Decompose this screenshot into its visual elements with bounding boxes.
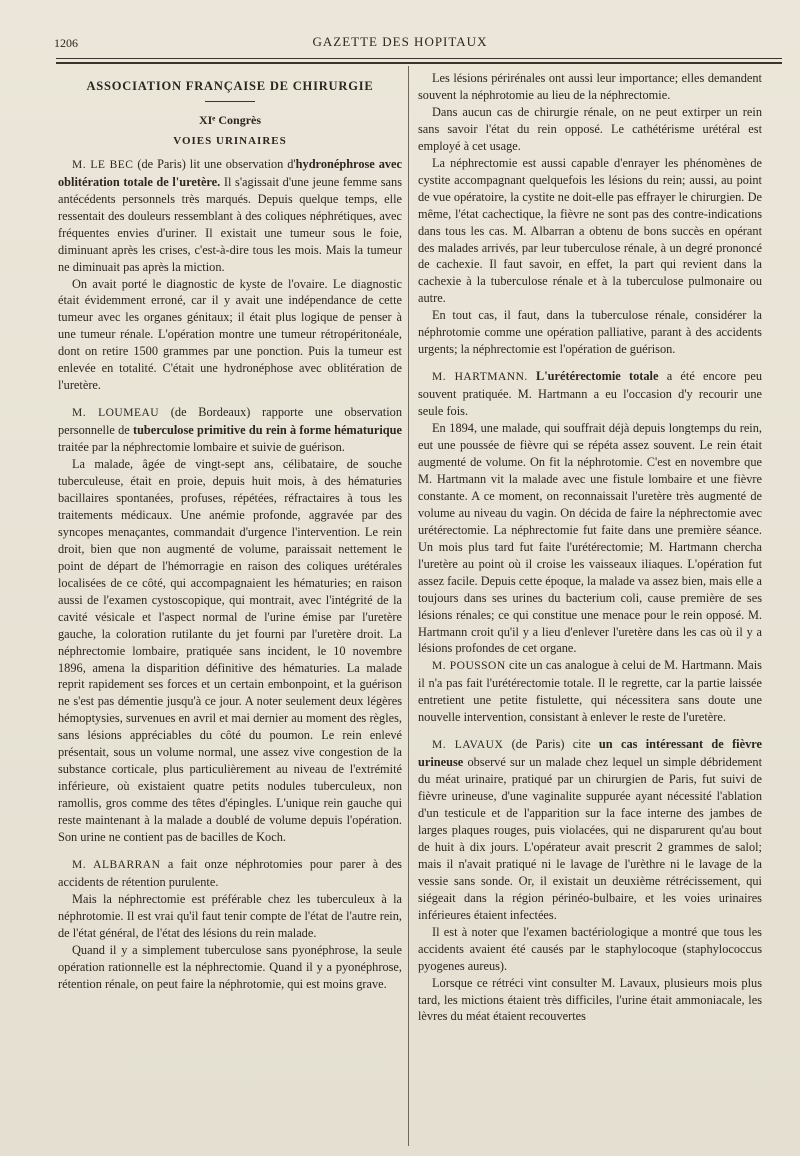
paragraph — [418, 368, 762, 420]
paragraph — [418, 736, 762, 923]
right-column — [418, 70, 762, 1025]
text-run: (de Paris) lit une observation d' — [133, 156, 296, 171]
spacer — [58, 846, 402, 856]
page-number: 1206 — [54, 36, 78, 50]
bold-heading: L'urétérectomie totale — [527, 369, 659, 384]
paragraph: Quand il y a simplement tuberculose sans pyonéphrose, la seule opération rationnelle est la néphrectomie. Quand il y a pyonéphrose, rétention rénale, on peut faire la néphrotomie, qui est moins grave. — [58, 942, 402, 991]
text-run: a fait onze néphrotomies pour parer à des accidents de rétention purulente. — [58, 856, 402, 889]
topic-title: VOIES URINAIRES — [173, 134, 287, 147]
paragraph — [418, 657, 762, 726]
text-run: traitée par la néphrectomie lombaire et suivie de guérison. — [58, 440, 345, 455]
paragraph: La malade, âgée de vingt-sept ans, célibataire, de souche tuberculeuse, était en proie, depuis huit mois, à des hématuries bacillaires spontanées, profuses, répétées, réfractaires à tous les traitements médicaux. Une anémie profonde, aggravée par des syncopes menaçantes, commandait d'urgence l'intervention. Le rein droit, bien que non augmenté de volume, paraissait nettement le point de départ de l'hémorragie en raison des coliques urétérales localisées de ce côté, qui accompagnaient les hématuries; en raison aussi de l'examen cystoscopique, qui montrait, avec l'intégrité de la cavité vésicale et l'aspect normal de l'urine émise par l'uretère gauche, la coloration rutilante du jet fourni par l'uretère droit. La néphrectomie lombaire, pratiquée sans incident, le 10 novembre 1896, amena la disparition définitive des hématuries. La malade reprit rapidement ses forces et un certain embonpoint, et la guérison ne s'est pas démentie jusqu'à ce jour. A noter seulement deux légères hémoptysies, survenues en avril et mai dernier au moment des règles, sans lésions appréciables du côté du poumon. Le rein enlevé présentait, sous un volume normal, une assez vive congestion de la substance corticale, plus particulièrement au niveau de l'extrémité inférieure, où existaient quatre petits nodules tuberculeux, non ramollis, gros comme des têtes d'épingles. L'unique rein gauche qui reste maintenant à la malade a doublé de volume depuis l'opération. Son urine ne contient pas de bacilles de Koch. — [58, 457, 402, 845]
paragraph: Lorsque ce rétréci vint consulter M. Lavaux, plusieurs mois plus tard, les mictions étaient très difficiles, l'urine était ammoniacale, les lèvres du méat étaient recouvertes — [418, 975, 762, 1024]
paragraph: La néphrectomie est aussi capable d'enrayer les phénomènes de cystite accompagnant quelquefois les lésions du rein; aussi, au point de vue opératoire, la cystite ne doit-elle pas effrayer le chirurgien. De même, l'état cachectique, la fièvre ne sont pas des contre-indications dans tous les cas. M. Albarran a obtenu de bons succès en opérant des malades arrivés, par leur tuberculose rénale, à un degré prononcé de cachexie. Il faut savoir, en effet, la part qui revient dans la cachexie à la tuberculose rénale et à la tuberculose pulmonaire ou autre. — [418, 155, 762, 306]
header-rule — [56, 58, 782, 59]
paragraph: Il est à noter que l'examen bactériologique a montré que tous les accidents avaient été causés par le staphylocoque (staphylococcus pyogenes aureus). — [418, 924, 762, 973]
bold-heading: un cas intéressant de fièvre urineuse — [418, 737, 762, 770]
spacer — [418, 726, 762, 736]
author-name: M. LAVAUX — [432, 739, 504, 752]
text-run: (de Paris) cite — [503, 737, 599, 752]
paragraph: En tout cas, il faut, dans la tuberculose rénale, considérer la néphrotomie comme une opération palliative, parant à des accidents urgents; la néphrectomie est l'opération de guérison. — [418, 308, 762, 357]
paragraph: Les lésions périrénales ont aussi leur importance; elles demandent souvent la néphrotomie au lieu de la néphrectomie. — [418, 71, 762, 102]
author-name: M. LE BEC — [72, 158, 134, 171]
text-run: (de Bordeaux) rapporte une observation personnelle de — [58, 405, 402, 438]
paragraph: Mais la néphrectomie est préférable chez les tuberculeux à la néphrotomie. Il est vrai qu'il faut tenir compte de l'état de l'autre rein, de l'état général, de l'état des lésions du rein malade. — [58, 891, 402, 940]
text-run: a été encore peu souvent pratiquée. M. Hartmann a eu l'occasion d'y recourir une seule fois. — [418, 369, 763, 419]
author-name: M. POUSSON — [432, 660, 506, 673]
paragraph: En 1894, une malade, qui souffrait déjà depuis longtemps du rein, eut une poussée de fièvre qui se répéta assez souvent. Le rein était augmenté de volume. On fit la néphrotomie. C'est en novembre que M. Hartmann vit la malade avec une fistule lombaire et une fièvre constante. A ce moment, on reconnaissait l'uretère très augmenté de volume au niveau du vagin. On décida de faire la néphrectomie avec urétérectomie. La néphrectomie fut faite dans une première séance. Un mois plus tard fut faite l'urétérectomie; M. Hartmann chercha l'uretère au point où il croise les vaisseaux iliaques. L'opération fut assez facile. Depuis cette époque, la malade va assez bien, mais elle a toujours dans ses urines du bacterium coli, cause première de ses lésions rénales; ce qui constitue une menace pour le rein opposé. M. Hartmann croit qu'il y a lieu d'enlever l'uretère dans les cas où il y a lésions profondes de cet organe. — [418, 421, 762, 656]
section-title: ASSOCIATION FRANÇAISE DE CHIRURGIE — [86, 79, 374, 93]
congress-title: XIᵉ Congrès — [198, 112, 262, 127]
paragraph — [58, 404, 402, 456]
bold-heading: hydronéphrose avec oblitération totale de l'uretère. — [58, 156, 402, 189]
running-title: GAZETTE DES HOPITAUX — [312, 34, 488, 49]
paragraph: Dans aucun cas de chirurgie rénale, on ne peut extirper un rein sans savoir l'état du rein opposé. Le cathétérisme urétéral est employé à cet usage. — [418, 104, 762, 153]
paragraph — [58, 856, 402, 891]
title-rule — [205, 101, 255, 102]
left-column — [58, 70, 402, 993]
bold-heading: tuberculose primitive du rein à forme hématurique — [132, 423, 402, 438]
header-double-rule — [56, 62, 782, 64]
author-name: M. ALBARRAN — [72, 858, 161, 871]
text-run: cite un cas analogue à celui de M. Hartmann. Mais il n'a pas fait l'urétérectomie totale. Il le regrette, car la partie laissée entretient une petite fistulette, qui nécessitera sans doute une nouvelle intervention, consistant à enlever le reste de l'uretère. — [418, 658, 762, 725]
paragraph: On avait porté le diagnostic de kyste de l'ovaire. Le diagnostic était évidemment erroné, car il y avait une indépendance de cette tumeur avec les organes génitaux; il était plus logique de penser à une tumeur rénale. L'opération montre une tumeur rétropéritonéale, dont on retire 1500 grammes par une ponction. Puis la tumeur est enlevée en totalité. C'était une hydronéphose avec oblitération de l'uretère. — [58, 276, 402, 393]
text-run: observé sur un malade chez lequel un simple débridement du méat urinaire, pratiqué par un chirurgien de Paris, fut suivi de fièvre urineuse, d'une vaginalite suppurée ayant nécessité l'ablation d'un testicule et de l'apparition sur la face interne des jambes de larges plaques rouges, puis violacées, qui ne disparurent qu'au bout de huit à dix jours. L'opérateur avait prescrit 2 grammes de salol; mais il n'avait pratiqué ni le lavage de l'urèthre ni le lavage de la vessie sans sonde. Or, il existait un deuxième rétrécissement, qui siégeait dans la région périnéo-bulbaire, et les voies urinaires inférieures étaient infectées. — [418, 755, 762, 922]
text-run: Il s'agissait d'une jeune femme sans antécédents personnels très marqués. Depuis quelque temps, elle ressentait des douleurs ressemblant à des coliques néphrétiques, avec fréquentes envies d'uriner. Il existait une tumeur sous le foie, diminuant après les crises, c'est-à-dire tous les mois. Mais la tumeur ne diminuait pas après la miction. — [58, 174, 403, 274]
spacer — [58, 394, 402, 404]
author-name: M. HARTMANN. — [432, 371, 528, 384]
paragraph — [58, 156, 402, 276]
author-name: M. LOUMEAU — [72, 407, 160, 420]
spacer — [418, 358, 762, 368]
column-divider — [408, 66, 409, 1146]
